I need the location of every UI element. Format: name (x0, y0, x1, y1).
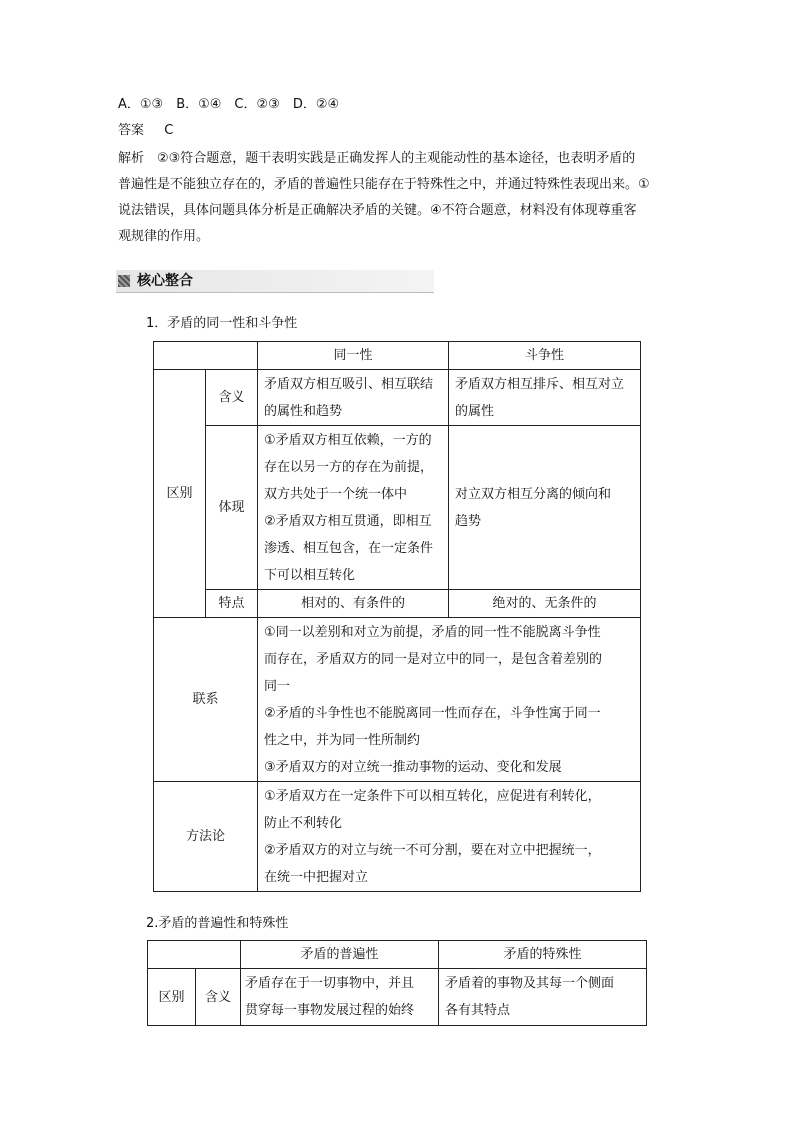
header-struggle: 斗争性 (449, 342, 641, 370)
link-content-cell (258, 618, 641, 782)
section-marker-icon (118, 275, 130, 287)
cell-line: 各有其特点 (445, 1003, 511, 1018)
section-title: 核心整合 (137, 273, 193, 289)
cell-line: ①同一以差别和对立为前提，矛盾的同一性不能脱离斗争性 (264, 624, 601, 640)
row-label-meaning: 含义 (206, 370, 258, 426)
cell-line: 的属性和趋势 (264, 403, 343, 419)
universality-particularity-table (147, 940, 647, 1026)
link-label: 联系 (154, 618, 258, 782)
method-label: 方法论 (154, 782, 258, 892)
universality-meaning-cell (241, 969, 439, 1026)
cell-line: ①矛盾双方相互依赖，一方的 (264, 432, 432, 448)
cell-line: ②矛盾双方的对立与统一不可分割，要在对立中把握统一， (264, 842, 601, 858)
cell-line: 趋势 (455, 513, 482, 529)
row-label-manifestation: 体现 (206, 426, 258, 590)
cell-line: 防止不利转化 (264, 815, 343, 831)
identity-meaning-cell (258, 370, 449, 426)
table2-title: 2.矛盾的普遍性和特殊性 (146, 916, 289, 931)
header-identity: 同一性 (258, 342, 449, 370)
cell-line: ①矛盾双方在一定条件下可以相互转化，应促进有利转化， (264, 788, 601, 804)
cell-line: 贯穿每一事物发展过程的始终 (245, 1003, 415, 1018)
cell-line: 下可以相互转化 (264, 567, 356, 583)
identity-manifestation-cell (258, 426, 449, 590)
table1-title: 1．矛盾的同一性和斗争性 (146, 316, 298, 331)
analysis-line: 普遍性是不能独立存在的，矛盾的普遍性只能存在于特殊性之中，并通过特殊性表现出来。① (118, 177, 650, 192)
cell-line: ②矛盾的斗争性也不能脱离同一性而存在，斗争性寓于同一 (264, 705, 601, 721)
cell-line: 矛盾双方相互吸引、相互联结 (264, 376, 434, 392)
struggle-meaning-cell (449, 370, 641, 426)
cell-line: 同一 (264, 678, 291, 694)
analysis-line: 解析 ②③符合题意，题干表明实践是正确发挥人的主观能动性的基本途径，也表明矛盾的 (118, 151, 636, 166)
identity-feature-cell: 相对的、有条件的 (258, 590, 449, 618)
struggle-feature-cell: 绝对的、无条件的 (449, 590, 641, 618)
table2-row-label-meaning: 含义 (196, 969, 241, 1026)
distinction-label: 区别 (154, 370, 206, 618)
particularity-meaning-cell (439, 969, 647, 1026)
cell-line: 双方共处于一个统一体中 (264, 486, 408, 502)
header-universality: 矛盾的普遍性 (241, 941, 439, 969)
cell-line: 存在以另一方的存在为前提， (264, 459, 434, 475)
analysis-line: 说法错误，具体问题具体分析是正确解决矛盾的关键。④不符合题意，材料没有体现尊重客 (118, 203, 637, 218)
cell-line: 的属性 (455, 403, 495, 419)
cell-line: 矛盾存在于一切事物中，并且 (245, 976, 415, 991)
table2-distinction-label: 区别 (148, 969, 196, 1026)
cell-line: 在统一中把握对立 (264, 869, 369, 885)
cell-line: 渗透、相互包含，在一定条件 (264, 540, 434, 556)
cell-line: 对立双方相互分离的倾向和 (455, 486, 612, 502)
cell-line: ③矛盾双方的对立统一推动事物的运动、变化和发展 (264, 759, 562, 775)
answer-line (118, 118, 678, 144)
answer-value: C (164, 123, 174, 138)
analysis-line: 观规律的作用。 (118, 229, 210, 244)
method-content-cell (258, 782, 641, 892)
cell-line: 矛盾着的事物及其每一个侧面 (445, 976, 615, 991)
identity-struggle-table (153, 341, 641, 892)
row-label-feature: 特点 (206, 590, 258, 618)
cell-line: 矛盾双方相互排斥、相互对立 (455, 376, 625, 392)
cell-line: 性之中，并为同一性所制约 (264, 732, 421, 748)
table1-corner-cell (154, 342, 258, 370)
cell-line: ②矛盾双方相互贯通，即相互 (264, 513, 432, 529)
struggle-manifestation-cell (449, 426, 641, 590)
table2-corner-cell (148, 941, 241, 969)
answer-options: A．①③ B．①④ C．②③ D．②④ (118, 97, 340, 112)
header-particularity: 矛盾的特殊性 (439, 941, 647, 969)
answer-label: 答案 (118, 123, 145, 138)
cell-line: 而存在，矛盾双方的同一是对立中的同一，是包含着差别的 (264, 651, 603, 667)
